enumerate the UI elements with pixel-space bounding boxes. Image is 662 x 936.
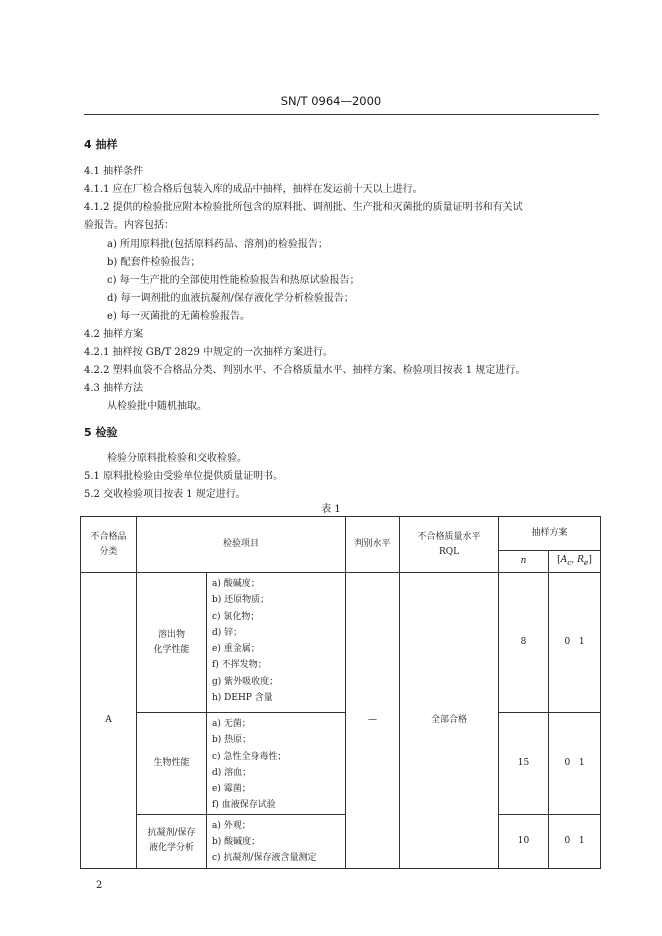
section-4-2-1: 4.2.1 抽样按 GB/T 2829 中规定的一次抽样方案进行。 (84, 347, 333, 358)
section-4-2-2: 4.2.2 塑料血袋不合格品分类、判别水平、不合格质量水平、抽样方案、检验项目按表 1 规定进行。 (84, 365, 526, 376)
item: c) 氯化物； (212, 611, 260, 622)
item: b) 酸碱度； (212, 837, 261, 848)
section-4-1-1: 4.1.1 应在厂检合格后包装入库的成品中抽样，抽样在发运前十天以上进行。 (84, 184, 423, 195)
section-4-1: 4.1 抽样条件 (84, 166, 144, 177)
item: c) 急性全身毒性； (212, 751, 287, 762)
cell-ac-re: 0 1 (549, 573, 601, 713)
item: b) 热原； (212, 735, 252, 746)
header-rql (400, 517, 499, 573)
group-name-line: 化学性能 (153, 644, 190, 655)
header-category: 不合格品分类 (81, 517, 137, 573)
item: g) 紫外吸收度； (212, 676, 279, 687)
cell-rql: 全部合格 (400, 573, 499, 869)
item: f) 血液保存试验 (212, 800, 276, 811)
cell-items (207, 814, 346, 868)
cell-items (207, 713, 346, 815)
section-5-title: 5 检验 (84, 426, 118, 439)
section-4-1-2-line1: 4.1.2 提供的检验批应附本检验批所包含的原料批、调剂批、生产批和灭菌批的质量证明书和有关试 (84, 202, 523, 213)
item: h) DEHP 含量 (212, 693, 273, 704)
document-header: SN/T 0964—2000 (280, 94, 382, 108)
header-rule (84, 114, 599, 115)
header-rql-line1: 不合格质量水平 (417, 531, 481, 542)
section-4-3: 4.3 抽样方法 (84, 383, 144, 394)
cell-n: 15 (499, 713, 549, 815)
section-4-2: 4.2 抽样方案 (84, 329, 144, 340)
cell-ac-re: 0 1 (549, 814, 601, 868)
group-name-line: 抗凝剂/保存 (147, 828, 196, 839)
cell-items (207, 573, 346, 713)
section-4-1-2-line2: 验报告。内容包括： (84, 220, 174, 231)
item: e) 重金属； (212, 644, 260, 655)
item: f) 不挥发物； (212, 660, 267, 671)
list-item: a) 所用原料批(包括原料药品、溶剂)的检验报告； (107, 239, 328, 250)
cell-n: 10 (499, 814, 549, 868)
cell-group-name: 生物性能 (137, 713, 207, 815)
table-row (81, 814, 601, 868)
section-4-title: 4 抽样 (84, 138, 118, 151)
table-caption: 表 1 (321, 504, 341, 515)
list-item: d) 每一调剂批的血液抗凝剂/保存液化学分析检验报告； (107, 293, 354, 304)
item: a) 酸碱度； (212, 579, 260, 589)
group-name-line: 溶出物 (157, 629, 185, 640)
list-item: c) 每一生产批的全部使用性能检验报告和热原试验报告； (107, 275, 360, 286)
cell-level: — (346, 573, 400, 869)
cell-n: 8 (499, 573, 549, 713)
table-row (81, 713, 601, 815)
item: a) 外观； (212, 820, 251, 831)
table-header-row (81, 517, 601, 551)
group-name-line: 液化学分析 (148, 843, 194, 854)
item: a) 无菌； (212, 719, 251, 729)
header-items: 检验项目 (137, 517, 346, 573)
header-ac-re: [$A_c$, $R_e$] (549, 551, 601, 573)
item: e) 霉菌； (212, 784, 251, 795)
header-n: n (499, 551, 549, 573)
table-row (81, 573, 601, 713)
list-item: e) 每一灭菌批的无菌检验报告。 (107, 311, 250, 322)
cell-group-name (137, 814, 207, 868)
header-plan: 抽样方案 (499, 517, 601, 551)
cell-group-name (137, 573, 207, 713)
list-item: b) 配套件检验报告； (107, 257, 201, 268)
section-4-3-text: 从检验批中随机抽取。 (107, 401, 207, 412)
header-level: 判别水平 (346, 517, 400, 573)
inspection-table (80, 516, 601, 869)
item: d) 锌； (212, 627, 243, 638)
item: c) 抗凝剂/保存液含量测定 (212, 853, 317, 864)
cell-ac-re: 0 1 (549, 713, 601, 815)
item: b) 还原物质； (212, 595, 270, 606)
header-rql-line2: RQL (438, 546, 460, 557)
cell-category: A (81, 573, 137, 869)
item: d) 溶血； (212, 767, 252, 778)
page-number: 2 (96, 880, 103, 891)
section-5-intro: 检验分原料批检验和交收检验。 (107, 453, 247, 464)
section-5-1: 5.1 原料批检验由受验单位提供质量证明书。 (84, 471, 284, 482)
section-5-2: 5.2 交收检验项目按表 1 规定进行。 (84, 489, 246, 500)
